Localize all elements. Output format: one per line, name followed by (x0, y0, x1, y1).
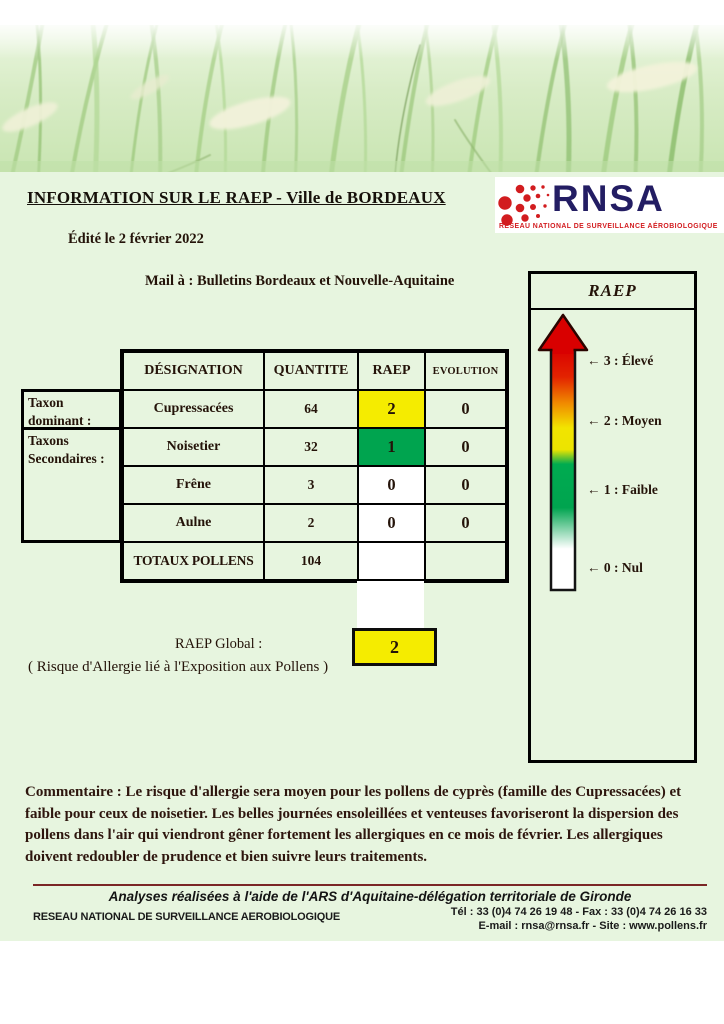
raep-cell: 0 (358, 504, 425, 542)
footer-email-site: E-mail : rnsa@rnsa.fr - Site : www.pollens.fr (478, 919, 707, 932)
footer-contact (350, 906, 707, 933)
raep-cell: 0 (358, 466, 425, 504)
footer-divider (33, 884, 707, 886)
quantity-cell: 64 (264, 390, 358, 428)
header-raep: RAEP (358, 352, 425, 390)
edited-date: Édité le 2 février 2022 (68, 231, 204, 247)
rnsa-logo (495, 177, 724, 233)
taxon-dominant-label: Taxon dominant : (21, 389, 122, 430)
scale-level-1-label: ← 1 : Faible (587, 482, 658, 497)
evolution-cell: 0 (425, 504, 506, 542)
raep-cell: 1 (358, 428, 425, 466)
quantity-cell: 32 (264, 428, 358, 466)
quantity-cell: 2 (264, 504, 358, 542)
footer-analyses: Analyses réalisées à l'aide de l'ARS d'Aquitaine-délégation territoriale de Gironde (108, 889, 632, 904)
totals-raep-cell (358, 542, 425, 580)
footer-org: RESEAU NATIONAL DE SURVEILLANCE AEROBIOLOGIQUE (33, 911, 340, 923)
grass-banner-image (0, 25, 724, 172)
raep-arrow-icon (535, 312, 591, 594)
raep-global-note: ( Risque d'Allergie lié à l'Exposition aux Pollens ) (28, 659, 329, 675)
raep-scale-title: RAEP (531, 274, 694, 310)
designation-cell: Aulne (123, 504, 264, 542)
taxon-group-labels (21, 389, 122, 543)
pollen-table (120, 349, 509, 583)
commentary-text: Commentaire : Le risque d'allergie sera moyen pour les pollens de cyprès (famille des Cupressacées) et faible pour ceux de noisetier. Les belles journées ensoleillées et venteuses favoriseront la dispersion des pollens dans l'air qui viendront gêner fortement les allergiques en ce mois de février. Les allergiques doivent redoubler de prudence et bien suivre leurs traitements. (25, 784, 682, 865)
taxons-secondaires-label: Taxons Secondaires : (21, 427, 122, 543)
totals-evolution-cell (425, 542, 506, 580)
scale-level-2-label: ← 2 : Moyen (587, 413, 662, 428)
header-evolution: EVOLUTION (425, 352, 506, 390)
scale-level-3-label: ← 3 : Élevé (587, 353, 654, 368)
totals-quantity-cell: 104 (264, 542, 358, 580)
totals-label-cell: TOTAUX POLLENS (123, 542, 264, 580)
scale-level-0-label: ← 0 : Nul (587, 560, 643, 575)
raep-scale-panel (528, 271, 697, 763)
designation-cell: Frêne (123, 466, 264, 504)
header-quantite: QUANTITE (264, 352, 358, 390)
raep-global-label: RAEP Global : (175, 636, 263, 652)
raep-cell: 2 (358, 390, 425, 428)
header-designation: DÉSIGNATION (123, 352, 264, 390)
evolution-cell: 0 (425, 390, 506, 428)
designation-cell: Noisetier (123, 428, 264, 466)
mail-to-line: Mail à : Bulletins Bordeaux et Nouvelle-Aquitaine (145, 273, 455, 289)
quantity-cell: 3 (264, 466, 358, 504)
page-title: INFORMATION SUR LE RAEP - Ville de BORDEAUX (27, 188, 446, 207)
raep-column-extension (357, 581, 424, 629)
raep-global-value: 2 (352, 628, 437, 666)
evolution-cell: 0 (425, 428, 506, 466)
rnsa-logo-text: RNSA (552, 178, 665, 219)
rnsa-dots-icon (495, 182, 555, 227)
designation-cell: Cupressacées (123, 390, 264, 428)
evolution-cell: 0 (425, 466, 506, 504)
footer-tel-fax: Tél : 33 (0)4 74 26 19 48 - Fax : 33 (0)4 74 26 16 33 (450, 906, 707, 918)
rnsa-logo-tagline: RÉSEAU NATIONAL DE SURVEILLANCE AÉROBIOLOGIQUE (499, 223, 718, 230)
